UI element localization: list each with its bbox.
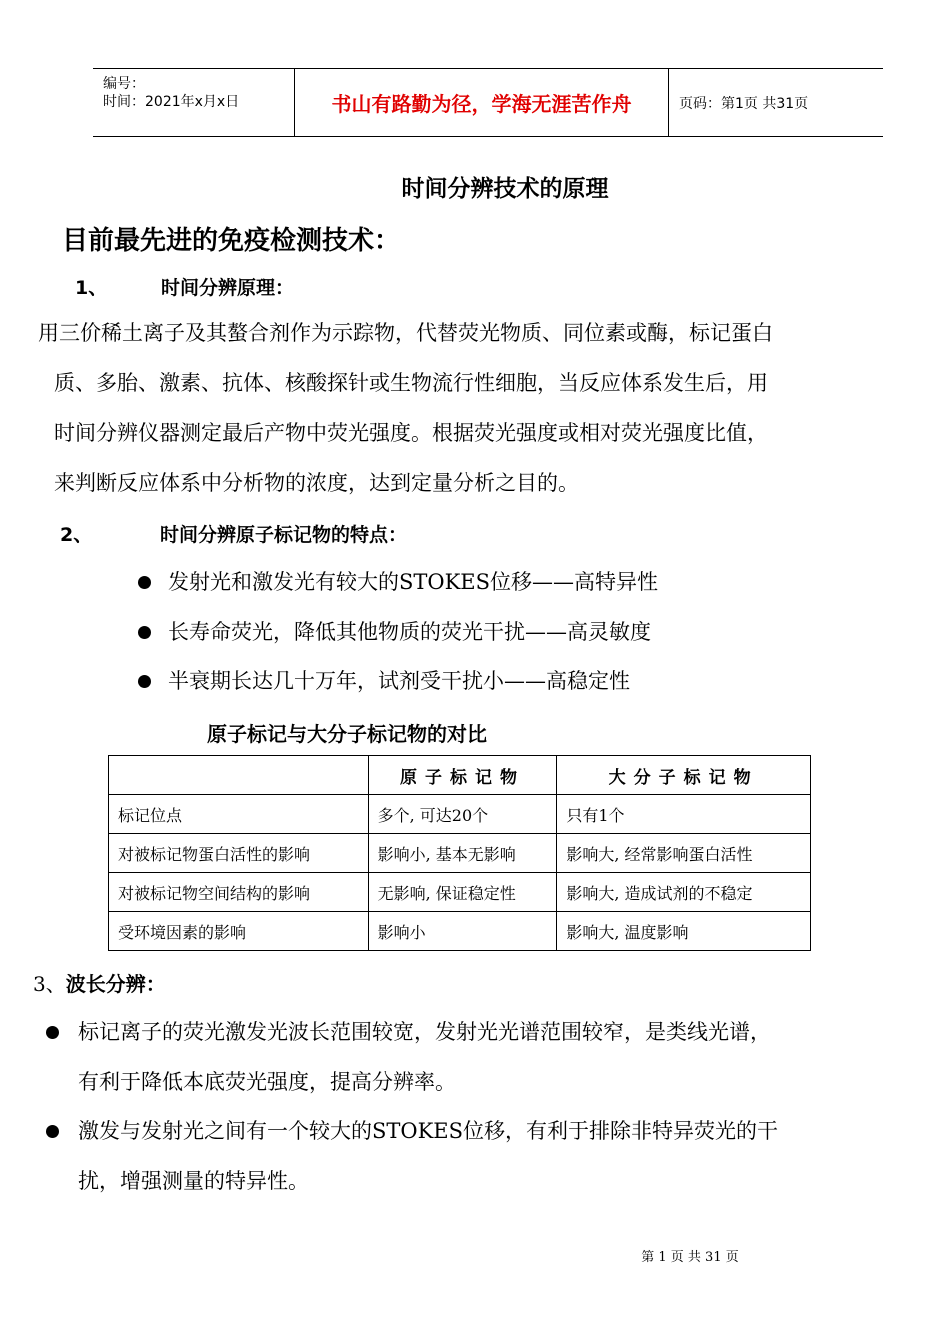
section-3-number: 3、	[33, 972, 66, 996]
table-cell: 多个, 可达20个	[368, 795, 557, 834]
number-label: 编号：	[103, 76, 145, 92]
bullet-dot	[138, 626, 151, 639]
table-row	[109, 795, 811, 834]
header-motto-cell	[294, 69, 669, 136]
table-header-cell: 原子标记物	[368, 756, 557, 795]
page-footer: 第 1 页 共 31 页	[641, 1250, 739, 1265]
section-2-heading	[60, 520, 480, 546]
section-2-bullet: 发射光和激发光有较大的STOKES位移——高特异性	[168, 570, 659, 594]
section-3-bullet-line: 激发与发射光之间有一个较大的STOKES位移，有利于排除非特异荧光的干	[78, 1119, 779, 1143]
section-3-title: 波长分辨：	[65, 972, 166, 996]
document-header	[93, 68, 883, 137]
table-row	[109, 912, 811, 951]
section-2-bullet: 半衰期长达几十万年，试剂受干扰小——高稳定性	[168, 669, 630, 693]
table-cell: 标记位点	[109, 795, 369, 834]
section-1-title: 时间分辨原理：	[161, 277, 295, 299]
header-meta	[93, 69, 293, 136]
table-cell: 无影响, 保证稳定性	[368, 873, 557, 912]
section-2-title: 时间分辨原子标记物的特点：	[160, 524, 408, 546]
table-header-row	[109, 756, 811, 795]
section-1-heading	[75, 273, 475, 299]
table-cell: 影响小	[368, 912, 557, 951]
bullet-dot	[138, 576, 151, 589]
table-cell: 影响小, 基本无影响	[368, 834, 557, 873]
table-cell: 影响大, 造成试剂的不稳定	[557, 873, 811, 912]
section-3-bullet-line: 扰，增强测量的特异性。	[78, 1169, 309, 1193]
table-cell: 影响大, 温度影响	[557, 912, 811, 951]
section-1-line: 用三价稀土离子及其螯合剂作为示踪物，代替荧光物质、同位素或酶，标记蛋白	[38, 321, 773, 345]
comparison-table	[108, 755, 811, 951]
page-info: 页码：第1页 共31页	[679, 95, 809, 112]
table-cell: 对被标记物蛋白活性的影响	[109, 834, 369, 873]
table-cell: 只有1个	[557, 795, 811, 834]
time-label: 时间：2021年x月x日	[103, 94, 240, 110]
table-title: 原子标记与大分子标记物的对比	[207, 722, 487, 746]
section-1-line: 时间分辨仪器测定最后产物中荧光强度。根据荧光强度或相对荧光强度比值，	[54, 421, 768, 445]
table-row	[109, 873, 811, 912]
table-cell: 受环境因素的影响	[109, 912, 369, 951]
section-1-line: 来判断反应体系中分析物的浓度，达到定量分析之目的。	[54, 471, 579, 495]
section-3-heading	[33, 968, 166, 997]
section-2-bullet: 长寿命荧光，降低其他物质的荧光干扰——高灵敏度	[168, 620, 651, 644]
section-1-number: 1、	[75, 277, 108, 299]
main-heading: 目前最先进的免疫检测技术：	[62, 226, 401, 256]
header-page-cell	[669, 69, 883, 136]
table-cell: 对被标记物空间结构的影响	[109, 873, 369, 912]
table-cell: 影响大, 经常影响蛋白活性	[557, 834, 811, 873]
bullet-dot	[46, 1125, 59, 1138]
motto: 书山有路勤为径，学海无涯苦作舟	[331, 92, 632, 116]
section-2-number: 2、	[60, 524, 93, 546]
table-header-cell: 大分子标记物	[557, 756, 811, 795]
table-row	[109, 834, 811, 873]
table-header-cell	[109, 756, 369, 795]
bullet-dot	[138, 675, 151, 688]
section-1-line: 质、多胎、激素、抗体、核酸探针或生物流行性细胞，当反应体系发生后，用	[54, 371, 768, 395]
section-3-bullet-line: 有利于降低本底荧光强度，提高分辨率。	[78, 1070, 456, 1094]
page-title: 时间分辨技术的原理	[401, 176, 609, 202]
section-3-bullet-line: 标记离子的荧光激发光波长范围较宽，发射光光谱范围较窄，是类线光谱，	[78, 1020, 771, 1044]
bullet-dot	[46, 1026, 59, 1039]
